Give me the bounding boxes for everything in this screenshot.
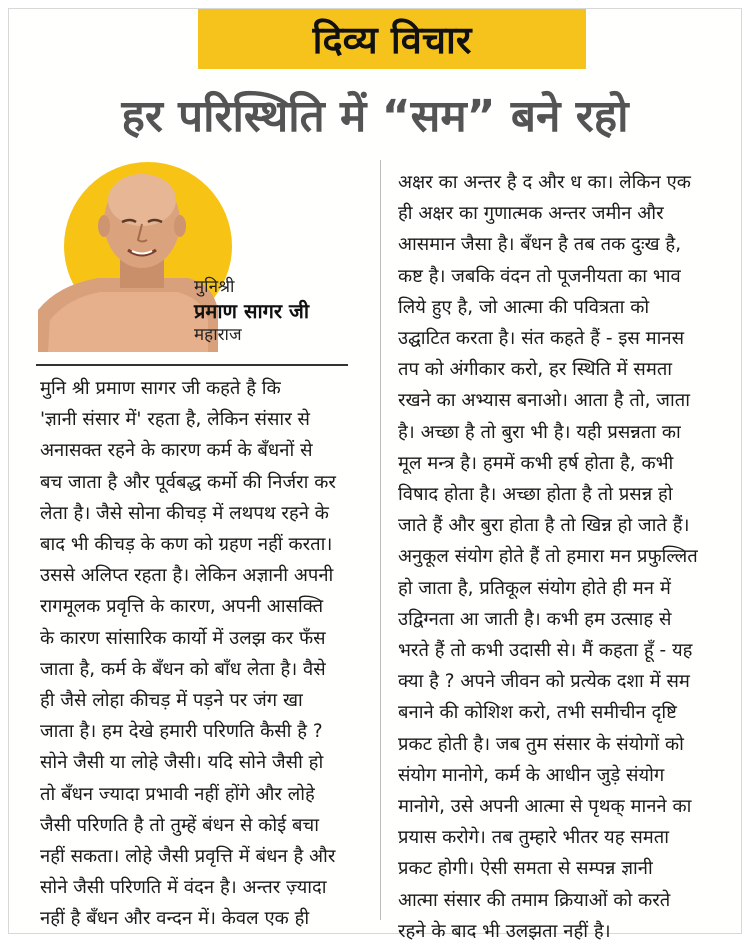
article-line: है। अच्छा है तो बुरा भी है। यही प्रसन्नता का [398,421,681,443]
article-line: अनासक्त रहने के कारण कर्म के बँधनों से [40,440,313,462]
article-line: लेता है। जैसे सोना कीचड़ में लथपथ रहने के [40,502,329,524]
article-line: बाद भी कीचड़ के कण को ग्रहण नहीं करता। [40,534,333,556]
article-line: मूल मन्त्र है। हममें कभी हर्ष होता है, कभी [398,452,674,474]
article-line: लिये हुए है, जो आत्मा की पवित्रता को [398,296,650,318]
article-line: उद्विग्नता आ जाती है। कभी हम उत्साह से [398,608,672,630]
article-line: बच जाता है और पूर्वबद्ध कर्मो की निर्जरा कर [40,471,336,493]
article-line: रखने का अभ्यास बनाओ। आता है तो, जाता [398,390,690,412]
article-line: रागमूलक प्रवृत्ति के कारण, अपनी आसक्ति [40,596,324,618]
article-line: विषाद होता है। अच्छा होता है तो प्रसन्न हो [398,484,673,506]
article-column-right [398,167,722,947]
byline-title: मुनिश्री [194,277,235,297]
article-line: कष्ट है। जबकि वंदन तो पूजनीयता का भाव [398,265,681,287]
headline: हर परिस्थिति में “सम” बने रहो [121,91,629,142]
article-line: ही जैसे लोहा कीचड़ में पड़ने पर जंग खा [40,690,303,712]
article-line: प्रकट होगी। ऐसी समता से सम्पन्न ज्ञानी [398,858,653,880]
article-line: तप को अंगीकार करो, हर स्थिति में समता [398,359,673,381]
article-line: सोने जैसी या लोहे जैसी। यदि सोने जैसी हो [40,752,324,774]
article-line: बनाने की कोशिश करो, तभी समीचीन दृष्टि [398,702,677,724]
byline-rule [36,364,348,366]
article-line: सोने जैसी परिणति में वंदन है। अन्तर ज़्यादा [40,877,327,899]
article-line: प्रकट होती है। जब तुम संसार के संयोगों को [398,733,684,755]
byline [194,276,309,346]
article-line: ही अक्षर का गुणात्मक अन्तर जमीन और [398,203,664,225]
article-line: उससे अलिप्त रहता है। लेकिन अज्ञानी अपनी [40,565,334,587]
article-column-left [40,373,362,935]
article-line: अक्षर का अन्तर है द और ध का। लेकिन एक [398,172,691,193]
article-line: जाते हैं और बुरा होता है तो खिन्न हो जाते हैं। [398,515,690,537]
column-divider [380,160,381,920]
article-line: तो बँधन ज्यादा प्रभावी नहीं होंगे और लोहे [40,783,315,805]
article-line: प्रयास करोगे। तब तुम्हारे भीतर यह समता [398,827,670,849]
article-line: हो जाता है, प्रतिकूल संयोग होते ही मन में [398,577,671,599]
article-line: नहीं सकता। लोहे जैसी प्रवृत्ति में बंधन है और [40,846,336,868]
article-line: उद्घाटित करता है। संत कहते हैं - इस मानस [398,328,685,350]
portrait [38,160,198,352]
article-line: जाता है, कर्म के बँधन को बाँध लेता है। वैसे [40,658,326,680]
article-line: के कारण सांसारिक कार्यो में उलझ कर फँस [40,627,326,649]
article-line: अनुकूल संयोग होते हैं तो हमारा मन प्रफुल्लित [398,546,698,568]
byline-suffix: महाराज [194,325,242,345]
article-line: मुनि श्री प्रमाण सागर जी कहते है कि [40,378,281,399]
article-line: आसमान जैसा है। बँधन है तब तक दुःख है, [398,234,682,256]
article-line: जैसी परिणति है तो तुम्हें बंधन से कोई बचा [40,814,320,836]
article-line: आत्मा संसार की तमाम क्रियाओं को करते [398,889,671,911]
article-line: मानोगे, उसे अपनी आत्मा से पृथक् मानने का [398,796,692,818]
article-line: क्या है ? अपने जीवन को प्रत्येक दशा में सम [398,671,690,693]
article-line: भरते हैं तो कभी उदासी से। मैं कहता हूँ - यह [398,640,693,662]
article-line: 'ज्ञानी संसार में' रहता है, लेकिन संसार से [40,409,310,431]
byline-name: प्रमाण सागर जी [194,299,310,323]
section-label: दिव्य विचार [312,18,472,62]
article-line: संयोग मानोगे, कर्म के आधीन जुड़े संयोग [398,764,665,786]
article-line: नहीं है बँधन और वन्दन में। केवल एक ही [40,908,310,930]
article-line: रहने के बाद भी उलझता नहीं है। [398,920,611,942]
section-banner [198,9,586,69]
article-line: जाता है। हम देखे हमारी परिणति कैसी है ? [40,721,323,743]
